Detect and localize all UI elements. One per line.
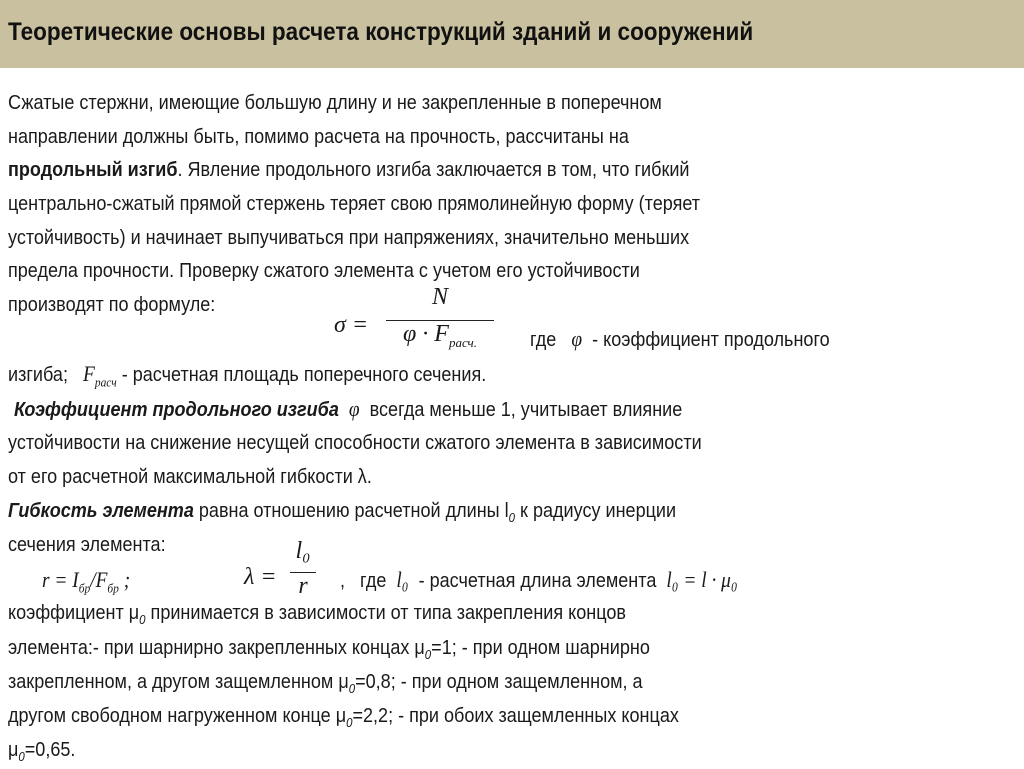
text-line: элемента:- при шарнирно закрепленных концах $\mu_0=1$; - при одном шарнирно [8,636,650,663]
text-line: устойчивость) и начинает выпучиваться при напряжениях, значительно меньших [8,226,690,249]
text: . Явление продольного изгиба заключается в том, что гибкий [177,158,690,181]
bold-term: продольный изгиб [8,158,178,181]
text-line: $\mu_0=0,65$. [8,738,76,765]
text-line: Сжатые стержни, имеющие большую длину и не закрепленные в поперечном [8,91,662,114]
text-line: направлении должны быть, помимо расчета на прочность, рассчитаны на [8,125,629,148]
formula-numerator: N [431,284,448,310]
text-line: предела прочности. Проверку сжатого элемента с учетом его устойчивости [8,259,640,282]
text-line: центрально-сжатый прямой стержень теряет свою прямолинейную форму (теряет [8,192,701,215]
text-line: Гибкость элемента равна отношению расчетной длины $l_0$ к радиусу инерции [8,499,677,526]
slide-header [0,0,1024,68]
radius-formula: $r = I_{бр}/F_{бр}$ ; [42,567,131,596]
text-line: закрепленном, а другом защемленном $\mu_0=0,8$; - при одном защемленном, а [8,670,643,697]
text-line: Коэффициент продольного изгиба φ всегда меньше 1, учитывает влияние [14,396,683,421]
text-line: изгиба; $F_{расч}$ - расчетная площадь поперечного сечения. [8,361,487,390]
text-line: сечения элемента: [8,533,166,556]
text-line: где φ - коэффициент продольного [530,326,830,351]
formula-lhs: σ = [334,312,369,338]
slide-title: Теоретические основы расчета конструкций зданий и сооружений [8,18,754,46]
text-line: , где l₀ - расчетная длина элемента l₀ = l · μ₀ [340,567,738,592]
formula-denominator: $\varphi \cdot F_{расч.}$ [386,320,494,351]
text-line: устойчивости на снижение несущей способности сжатого элемента в зависимости [8,431,702,454]
text-line: от его расчетной максимальной гибкости λ. [8,465,372,488]
text-line [8,158,690,182]
f-area-symbol: $F_{расч}$ [83,361,117,390]
text-line: другом свободном нагруженном конце $\mu_0=2,2$; - при обоих защемленных концах [8,704,679,731]
text-line: производят по формуле: [8,293,216,316]
text-line: коэффициент $\mu_0$ принимается в зависимости от типа закрепления концов [8,601,626,628]
